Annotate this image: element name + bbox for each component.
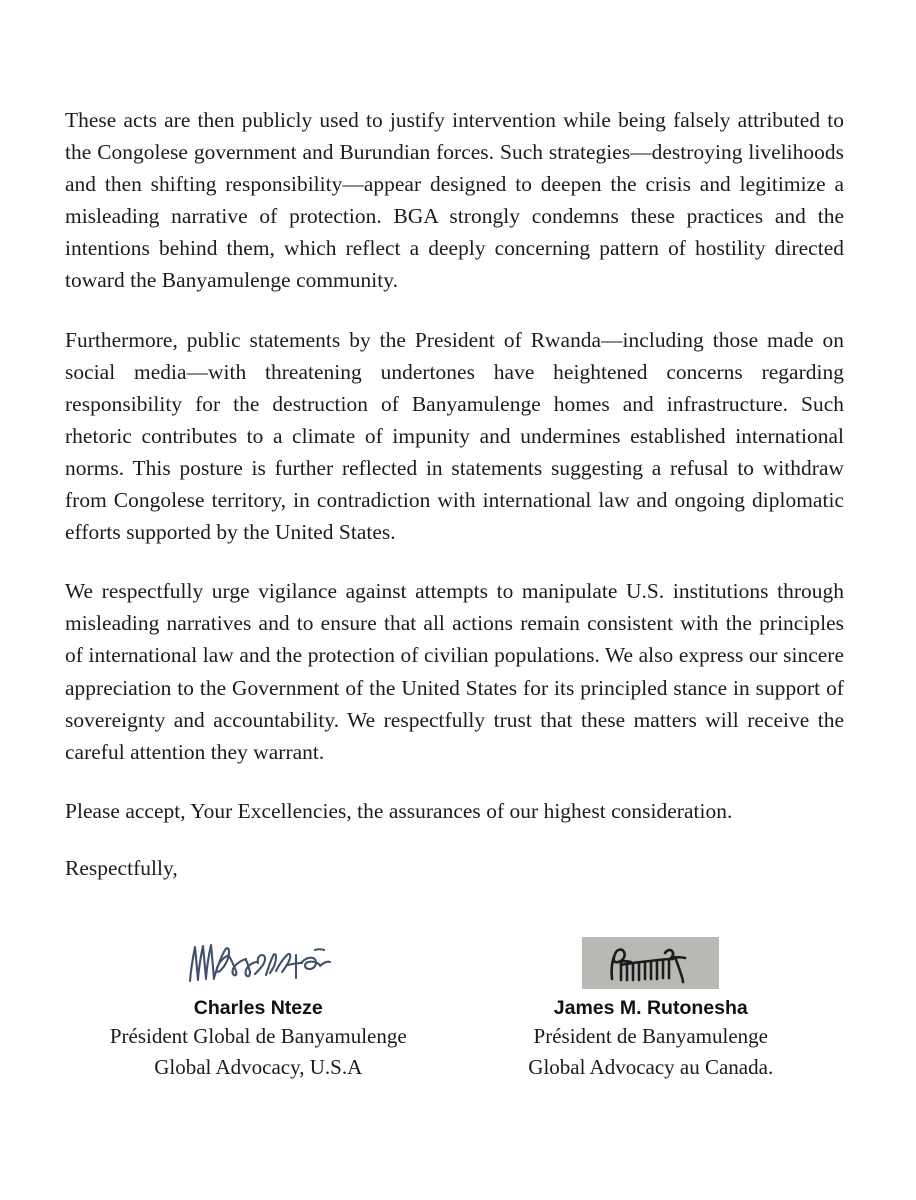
signatory-title-line-1: Président de Banyamulenge [533, 1024, 768, 1048]
paragraph-3: We respectfully urge vigilance against attempts to manipulate U.S. institutions through misleading narratives and to ensure that all actions remain consistent with the principles of international law and the protection of civilian populations. We also express our sincere appreciation to the Government of the United States for its principled stance in support of sovereignty and accountability. We respectfully trust that these matters will receive the careful attention they warrant. [65, 579, 844, 764]
signature-mark-wrapper [458, 932, 845, 994]
signature-mark-wrapper [65, 932, 452, 994]
signatory-title-line-2: Global Advocacy, U.S.A [154, 1054, 363, 1079]
valediction: Respectfully, [65, 855, 178, 880]
signature-block-charles-nteze [65, 932, 458, 1081]
signatory-name: James M. Rutonesha [553, 997, 748, 1019]
letter-body [65, 104, 844, 911]
handwritten-signature-icon [184, 935, 332, 991]
signatory-title-line-2: Global Advocacy au Canada. [528, 1054, 774, 1079]
closing-line: Please accept, Your Excellencies, the assurances of our highest consideration. [65, 798, 733, 823]
paragraph-1: These acts are then publicly used to justify intervention while being falsely attributed to the Congolese government and Burundian forces. Such strategies—destroying livelihoods and then shifting responsibility—appear designed to deepen the crisis and legitimize a misleading narrative of protection. BGA strongly condemns these practices and the intentions behind them, which reflect a deeply concerning pattern of hostility directed toward the Banyamulenge community. [65, 108, 844, 293]
scanned-handwritten-signature-icon [582, 937, 719, 989]
signatory-title-line-1: Président Global de Banyamulenge [109, 1024, 407, 1048]
signature-block-james-rutonesha [458, 932, 845, 1081]
signatory-name: Charles Nteze [193, 997, 323, 1019]
signature-section [65, 932, 844, 1081]
paragraph-2: Furthermore, public statements by the President of Rwanda—including those made on social media—with threatening undertones have heightened concerns regarding responsibility for the destruction of Banyamulenge homes and infrastructure. Such rhetoric contributes to a climate of impunity and undermines established international norms. This posture is further reflected in statements suggesting a refusal to withdraw from Congolese territory, in contradiction with international law and ongoing diplomatic efforts supported by the United States. [65, 327, 844, 545]
